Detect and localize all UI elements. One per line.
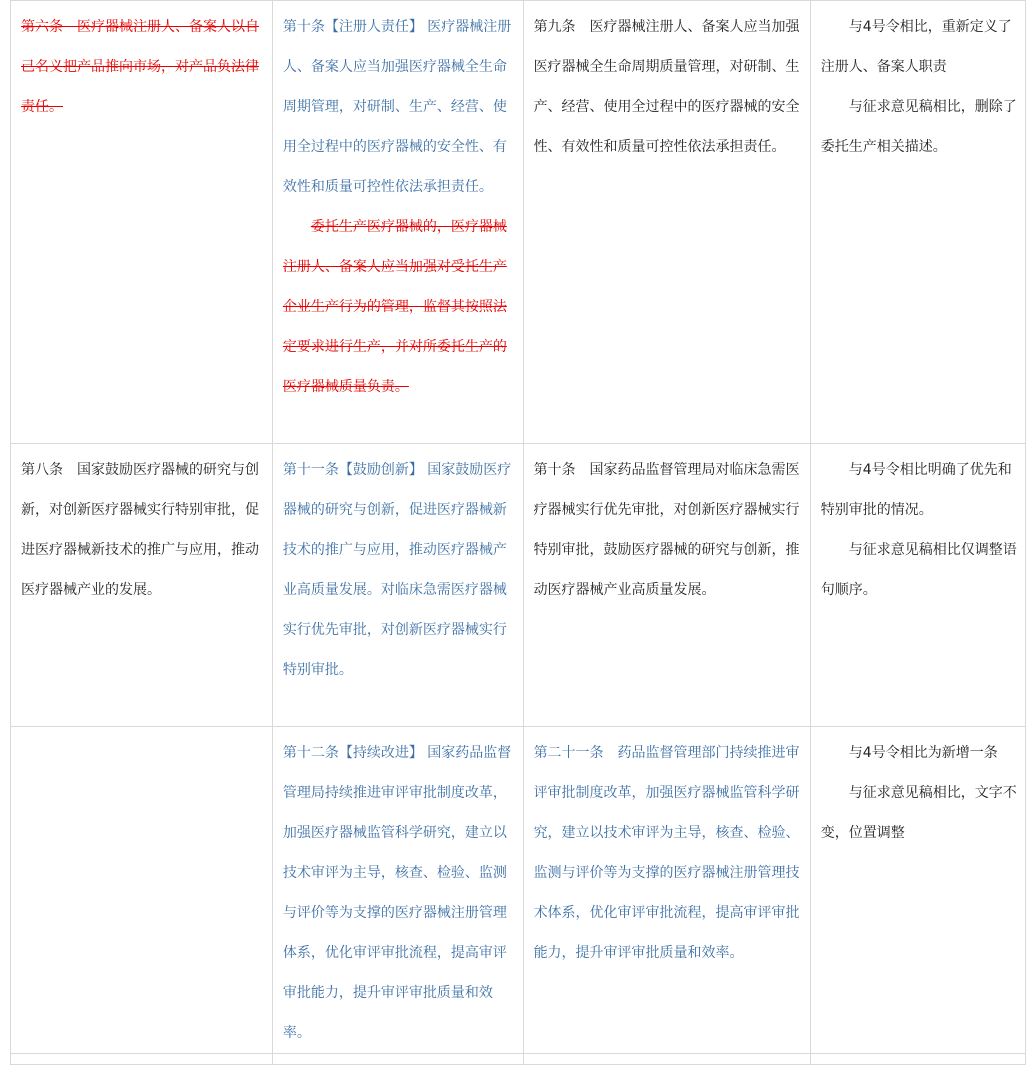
table-row [11,1,1026,444]
comment-text: 与征求意见稿相比仅调整语句顺序。 [820,542,1017,598]
table-row [11,1054,1026,1065]
old-regulation-cell [11,1054,273,1065]
new-text: 第十一条【鼓励创新】 国家鼓励医疗器械的研究与创新，促进医疗器械新技术的推广与应用，推动医疗器械产业 [282,462,512,598]
draft-text: 第二十一条 药品监督管理部门持续推进审评审批制度改革，加强医疗器械监管科学研究，建立以技术审评为主导，核查、检验、监测与评价等为支撑的医疗器械注册管理技术体系，优化审评审批流程，提高审评审批能力，提升审评审批质量和效率。 [533,745,800,961]
comment-cell [810,727,1025,1054]
deleted-text: 第六条 医疗器械注册人、备案人以自己名义把产品推向市场，对产品负法律责任。 [21,19,259,115]
comment-text: 与4号令相比为新增一条 [848,745,998,761]
comment-cell [810,1054,1025,1065]
comment-text: 与征求意见稿相比，文字不变，位置调整 [820,785,1017,841]
draft-text: 第九条 医疗器械注册人、备案人应当加强医疗器械全生命周期质量管理，对研制、生产、经营、使用全过程中的医疗器械的安全性、有效性和质量可控性依法承担责任。 [533,19,800,155]
comment-text: 与4号令相比，重新定义了注册人、备案人职责 [820,19,1012,75]
draft-regulation-cell [523,1054,810,1065]
comment-cell [810,444,1025,727]
comparison-table [10,0,1026,1065]
table-row [11,444,1026,727]
comment-text: 与4号令相比明确了优先和特别审批的情况。 [820,462,1012,518]
old-text: 第八条 国家鼓励医疗器械的研究与创新，对创新医疗器械实行特别审批，促进医疗器械新技术的推广与应用，推动医疗器械产业的发展。 [21,462,259,598]
comment-text: 与征求意见稿相比，删除了委托生产相关描述。 [820,99,1017,155]
draft-regulation-cell [523,727,810,1054]
comment-cell [810,1,1025,444]
new-regulation-cell [272,1054,523,1065]
new-text: 第十条【注册人责任】 医疗器械注册人、备案人应当加强医疗器械全生命周期管理，对研制、生产、经营、使用全过程中的医疗器械的安全性、有效性和质量可控性依法承担责任。 [282,19,512,195]
draft-regulation-cell [523,1,810,444]
deleted-text: 委托生产医疗器械的，医疗器械注册人、备案人应当加强对受托生产企业生产行为的管理，监督其按照法定要求进行生产，并对所委托生产的医疗器械质量负责。 [282,219,507,395]
draft-regulation-cell [523,444,810,727]
new-regulation-cell [272,727,523,1054]
new-regulation-cell [272,1,523,444]
table-row [11,727,1026,1054]
old-regulation-cell [11,727,273,1054]
old-regulation-cell [11,1,273,444]
new-regulation-cell [272,444,523,727]
new-text: 第十二条【持续改进】 国家药品监督管理局持续推进审评审批制度改革，加强医疗器械监管科学研究，建立以技术审评为主导，核查、检验、监测与评价等为支撑的医疗器械注册管理体系，优化审评审批流程，提高审评审批能力，提升审评审批质量和效率。 [282,745,512,1041]
new-text: 高质量发展。对临床急需医疗器械实行优先审批，对创新医疗器械实行特别审批。 [282,582,507,678]
draft-text: 第十条 国家药品监督管理局对临床急需医疗器械实行优先审批，对创新医疗器械实行特别审批，鼓励医疗器械的研究与创新，推动医疗器械产业高质量发展。 [533,462,800,598]
old-regulation-cell [11,444,273,727]
